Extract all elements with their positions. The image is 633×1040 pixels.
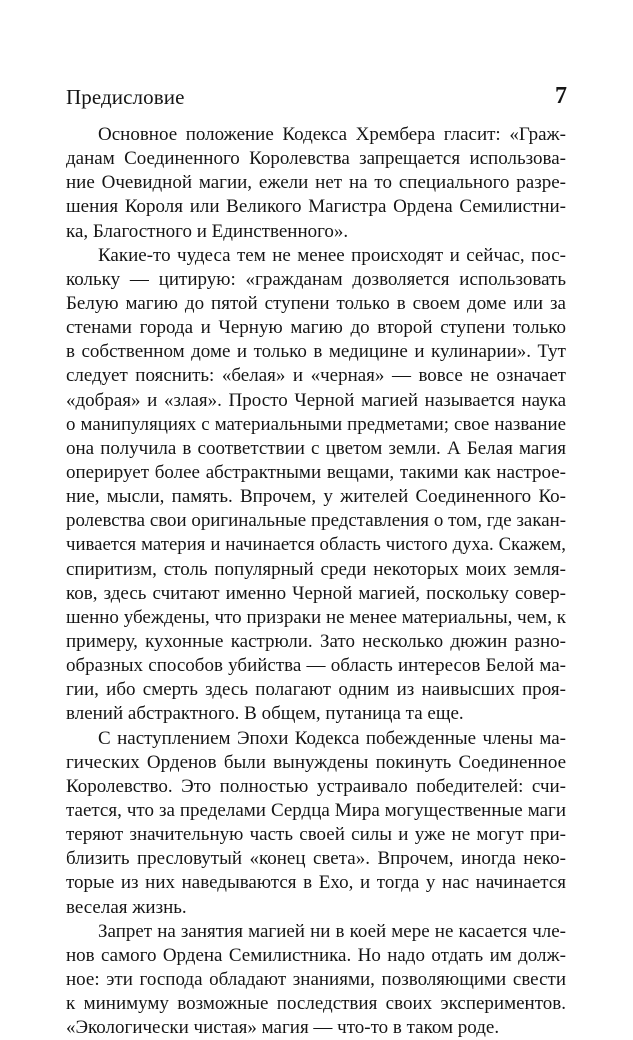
- text-line: Основное положение Кодекса Хрембера гласит: «Граж-: [98, 124, 566, 145]
- page-number: 7: [555, 83, 567, 109]
- text-line: ка, Благостного и Единственного».: [66, 220, 349, 242]
- text-line: в собственном доме и только в медицине и кулинарии». Тут: [66, 341, 566, 363]
- section-title: Предисловие: [66, 85, 185, 109]
- text-line: спиритизм, столь популярный среди некоторых моих земля-: [66, 558, 566, 580]
- text-line: тается, что за пределами Сердца Мира могущественные маги: [66, 799, 566, 821]
- text-line: ние, мысли, память. Впрочем, у жителей Соединенного Ко-: [66, 486, 566, 508]
- text-line: чивается материя и начинается область чистого духа. Скажем,: [66, 534, 566, 556]
- text-line: оперирует более абстрактными вещами, такими как настрое-: [66, 461, 566, 483]
- text-line: «Экологически чистая» магия — что-то в таком роде.: [66, 1017, 500, 1039]
- text-line: Какие-то чудеса тем не менее происходят и сейчас, пос-: [98, 244, 566, 266]
- text-line: примеру, кухонные кастрюли. Зато несколько дюжин разно-: [66, 630, 566, 652]
- text-line: влений абстрактного. В общем, путаница та еще.: [66, 703, 464, 725]
- text-line: веселая жизнь.: [66, 896, 187, 918]
- text-line: о манипуляциях с материальными предметами; свое название: [66, 413, 566, 435]
- text-line: Запрет на занятия магией ни в коей мере не касается чле-: [98, 920, 566, 942]
- text-line: следует пояснить: «белая» и «черная» — вовсе не означает: [66, 365, 566, 387]
- text-line: кольку — цитирую: «гражданам дозволяется использовать: [66, 268, 566, 290]
- text-line: близить пресловутый «конец света». Впрочем, иногда неко-: [66, 848, 566, 870]
- paragraph: [66, 920, 566, 1040]
- text-line: к минимуму возможные последствия своих экспериментов.: [66, 993, 566, 1015]
- text-line: образных способов убийства — область интересов Белой ма-: [66, 655, 566, 677]
- text-line: торые из них наведываются в Ехо, и тогда у нас начинается: [66, 872, 566, 894]
- text-line: «добрая» и «злая». Просто Черной магией называется наука: [66, 389, 566, 411]
- text-line: Королевство. Это полностью устраивало победителей: счи-: [66, 775, 566, 797]
- text-line: ков, здесь считают именно Черной магией, поскольку совер-: [66, 582, 566, 604]
- text-line: ное: эти господа обладают знаниями, позволяющими свести: [66, 968, 566, 990]
- running-header: [66, 84, 567, 110]
- text-line: С наступлением Эпохи Кодекса побежденные члены ма-: [98, 727, 566, 749]
- text-line: она получила в соответствии с цветом земли. А Белая магия: [66, 437, 566, 459]
- text-line: шенно убеждены, что призраки не менее материальны, чем, к: [66, 606, 566, 628]
- text-line: нов самого Ордена Семилистника. Но надо отдать им долж-: [66, 944, 566, 966]
- paragraph: [66, 244, 566, 727]
- text-line: Белую магию до пятой ступени только в своем доме или за: [66, 292, 566, 314]
- text-line: стенами города и Черную магию до второй ступени только: [66, 317, 566, 339]
- text-line: гии, ибо смерть здесь полагают одним из наивысших проя-: [66, 679, 566, 701]
- text-line: гических Орденов были вынуждены покинуть Соединенное: [66, 751, 566, 773]
- text-line: теряют значительную часть своей силы и уже не могут при-: [66, 824, 566, 846]
- paragraph: [66, 727, 566, 920]
- paragraph: [66, 123, 566, 244]
- text-line: данам Соединенного Королевства запрещается использова-: [66, 148, 566, 170]
- text-line: ние Очевидной магии, ежели нет на то специального разре-: [66, 172, 566, 194]
- body-text: [66, 123, 566, 1040]
- text-line: ролевства свои оригинальные представления о том, где закан-: [66, 510, 566, 532]
- text-line: шения Короля или Великого Магистра Ордена Семилистни-: [66, 196, 566, 218]
